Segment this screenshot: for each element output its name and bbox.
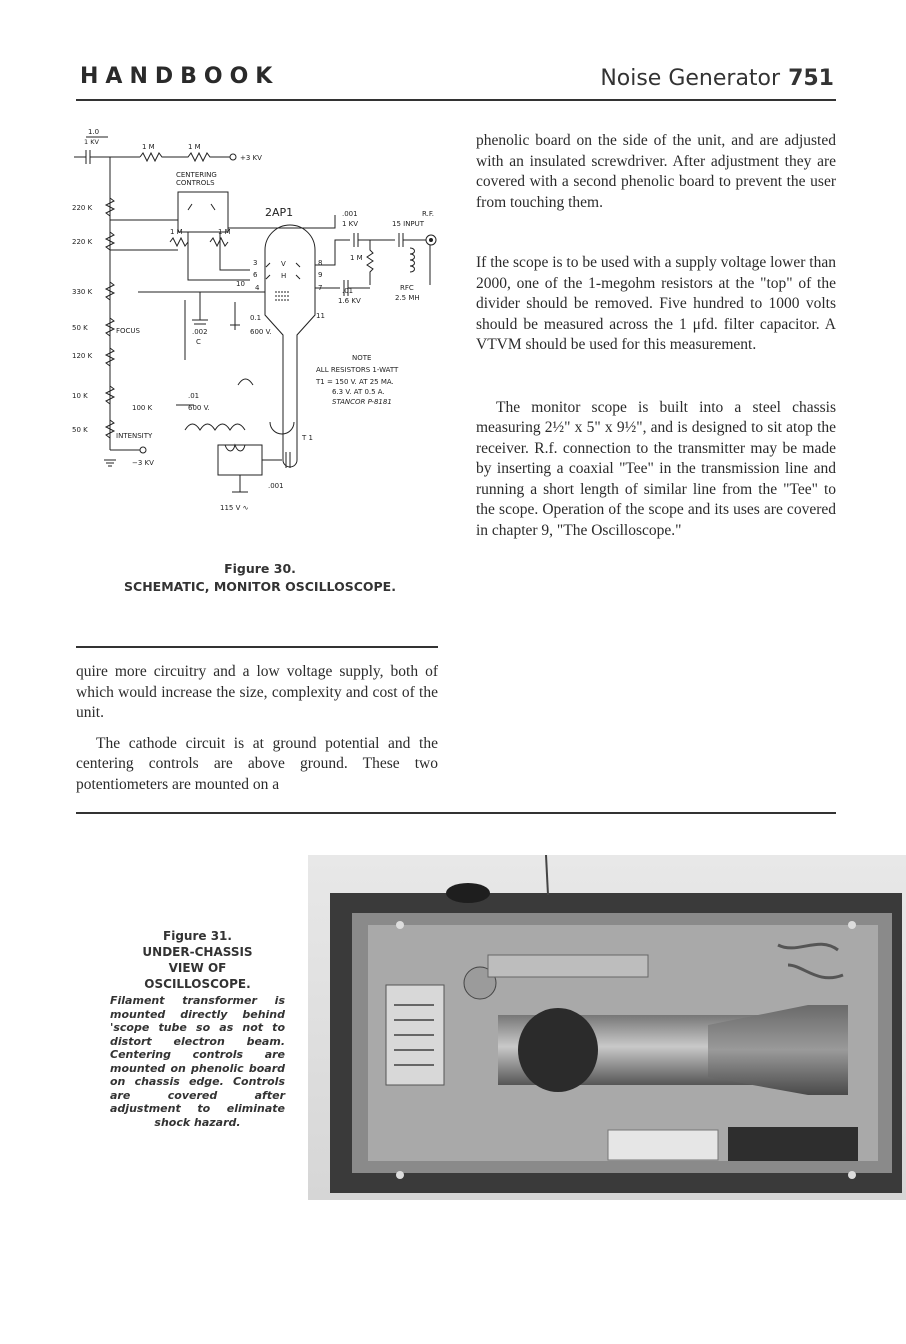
left-column-rule: [76, 646, 438, 648]
figure-31-title-line2: VIEW OF: [168, 961, 227, 975]
label-pin11: 11: [316, 312, 325, 320]
figure-31-number: Figure 31.: [163, 929, 232, 943]
right-paragraph-1: phenolic board on the side of the unit, and are adjusted with an insulated screwdriver. After adjustment they are covered with a second phenolic board to prevent the user from touching them.: [476, 132, 836, 211]
label-note1: ALL RESISTORS 1-WATT: [316, 366, 399, 374]
under-chassis-photo: [308, 855, 906, 1200]
figure-30-caption: [80, 560, 440, 596]
label-hv: +3 KV: [240, 154, 262, 162]
label-r330: 330 K: [72, 288, 93, 296]
label-pin8: 8: [318, 259, 323, 267]
label-c01c: .01: [188, 392, 200, 400]
label-pot2: 1 M: [218, 228, 231, 236]
label-focus: FOCUS: [116, 327, 140, 335]
filter-capacitor: [608, 1130, 718, 1160]
running-header-left: HANDBOOK: [80, 64, 280, 89]
label-pin9: 9: [318, 271, 323, 279]
label-r2: 1 M: [188, 143, 201, 151]
label-pin3: 3: [253, 259, 258, 267]
oscilloscope-schematic: [70, 120, 450, 520]
resistor-block: [728, 1127, 858, 1161]
label-rfc: RFC: [400, 284, 414, 292]
label-v: V: [281, 260, 286, 268]
label-ac: 115 V ∿: [220, 504, 249, 512]
label-controls: CONTROLS: [176, 179, 215, 187]
control-knob: [446, 883, 490, 903]
label-pin7: 7: [318, 284, 323, 292]
label-centering: CENTERING: [176, 171, 217, 179]
figure-31-title-line3: OSCILLOSCOPE.: [144, 977, 251, 991]
label-c002: .002: [192, 328, 208, 336]
label-pin10: 10: [236, 280, 245, 288]
right-paragraph-2: If the scope is to be used with a supply voltage lower than 2000, one of the 1-megohm resistors at the "top" of the divider should be removed. Five hundred to 1000 volts should be measured across the 1 μfd. filter capacitor. A VTVM should be used for this measurement.: [476, 254, 836, 353]
label-c001b: .001: [268, 482, 284, 490]
label-h: H: [281, 272, 287, 280]
figure-31-title-line1: UNDER-CHASSIS: [142, 945, 253, 959]
label-c600a: 600 V.: [250, 328, 272, 336]
label-pot1: 1 M: [170, 228, 183, 236]
label-r50b: 50 K: [72, 426, 88, 434]
right-column: [476, 131, 836, 541]
label-r10: 10 K: [72, 392, 88, 400]
label-cap-top-kv: 1 KV: [84, 138, 99, 146]
header-rule: [76, 99, 836, 101]
figure-30-title: SCHEMATIC, MONITOR OSCILLOSCOPE.: [124, 579, 396, 594]
label-pin6: 6: [253, 271, 258, 279]
label-r1m: 1 M: [350, 254, 363, 262]
label-c600b: 600 V.: [188, 404, 210, 412]
left-paragraph-1: quire more circuitry and a low voltage supply, both of which would increase the size, complexity and cost of the unit.: [76, 663, 438, 721]
label-r50a: 50 K: [72, 324, 88, 332]
label-r1: 1 M: [142, 143, 155, 151]
left-paragraph-2: The cathode circuit is at ground potential and the centering controls are above ground. These two potentiometers are mounted on a: [76, 734, 438, 793]
label-c01b: 0.1: [250, 314, 262, 322]
label-cap-top: 1.0: [88, 128, 100, 136]
label-note2: T1 = 150 V. AT 25 MA.: [316, 378, 394, 386]
label-c01kv: 1.6 KV: [338, 297, 361, 305]
label-c002b: C: [196, 338, 201, 346]
label-pin4: 4: [255, 284, 260, 292]
label-input: 15 INPUT: [392, 220, 425, 228]
right-paragraph-3: The monitor scope is built into a steel chassis measuring 2½" x 5" x 9½", and is designed to sit atop the receiver. R.f. connection to the transmitter may be made by inserting a coaxial "Tee" in the transmission line and running a short length of similar line from the "Tee" to the scope. Operation of the scope and its uses are covered in chapter 9, "The Oscilloscope.": [476, 398, 836, 539]
label-r120: 120 K: [72, 352, 93, 360]
label-r220b: 220 K: [72, 238, 93, 246]
label-rf: R.F.: [422, 210, 434, 218]
label-r100: 100 K: [132, 404, 153, 412]
label-note: NOTE: [352, 354, 372, 362]
label-c001kv: 1 KV: [342, 220, 359, 228]
label-intensity: INTENSITY: [116, 432, 153, 440]
label-tube: 2AP1: [265, 206, 294, 219]
label-c001: .001: [342, 210, 358, 218]
label-rfc-val: 2.5 MH: [395, 294, 420, 302]
label-note3: 6.3 V. AT 0.5 A.: [332, 388, 385, 396]
section-rule: [76, 812, 836, 814]
figure-31-description: Filament transformer is mounted directly behind 'scope tube so as not to distort electron beam. Centering controls are mounted on phenolic board on chassis edge. Controls are covered after adjustment to eliminate shock hazard.: [110, 994, 285, 1129]
label-r220a: 220 K: [72, 204, 93, 212]
running-header-right: [600, 66, 834, 91]
label-neg3kv: −3 KV: [132, 459, 154, 467]
figure-31-caption: [110, 928, 285, 1129]
figure-30-number: Figure 30.: [224, 561, 296, 576]
page-number: 751: [788, 66, 834, 91]
filament-transformer: [518, 1008, 598, 1092]
label-t1: T 1: [302, 434, 313, 442]
chapter-title: Noise Generator: [600, 66, 781, 91]
left-column: [76, 662, 438, 795]
label-c01: .01: [342, 287, 354, 295]
label-note4: STANCOR P-8181: [332, 398, 392, 406]
